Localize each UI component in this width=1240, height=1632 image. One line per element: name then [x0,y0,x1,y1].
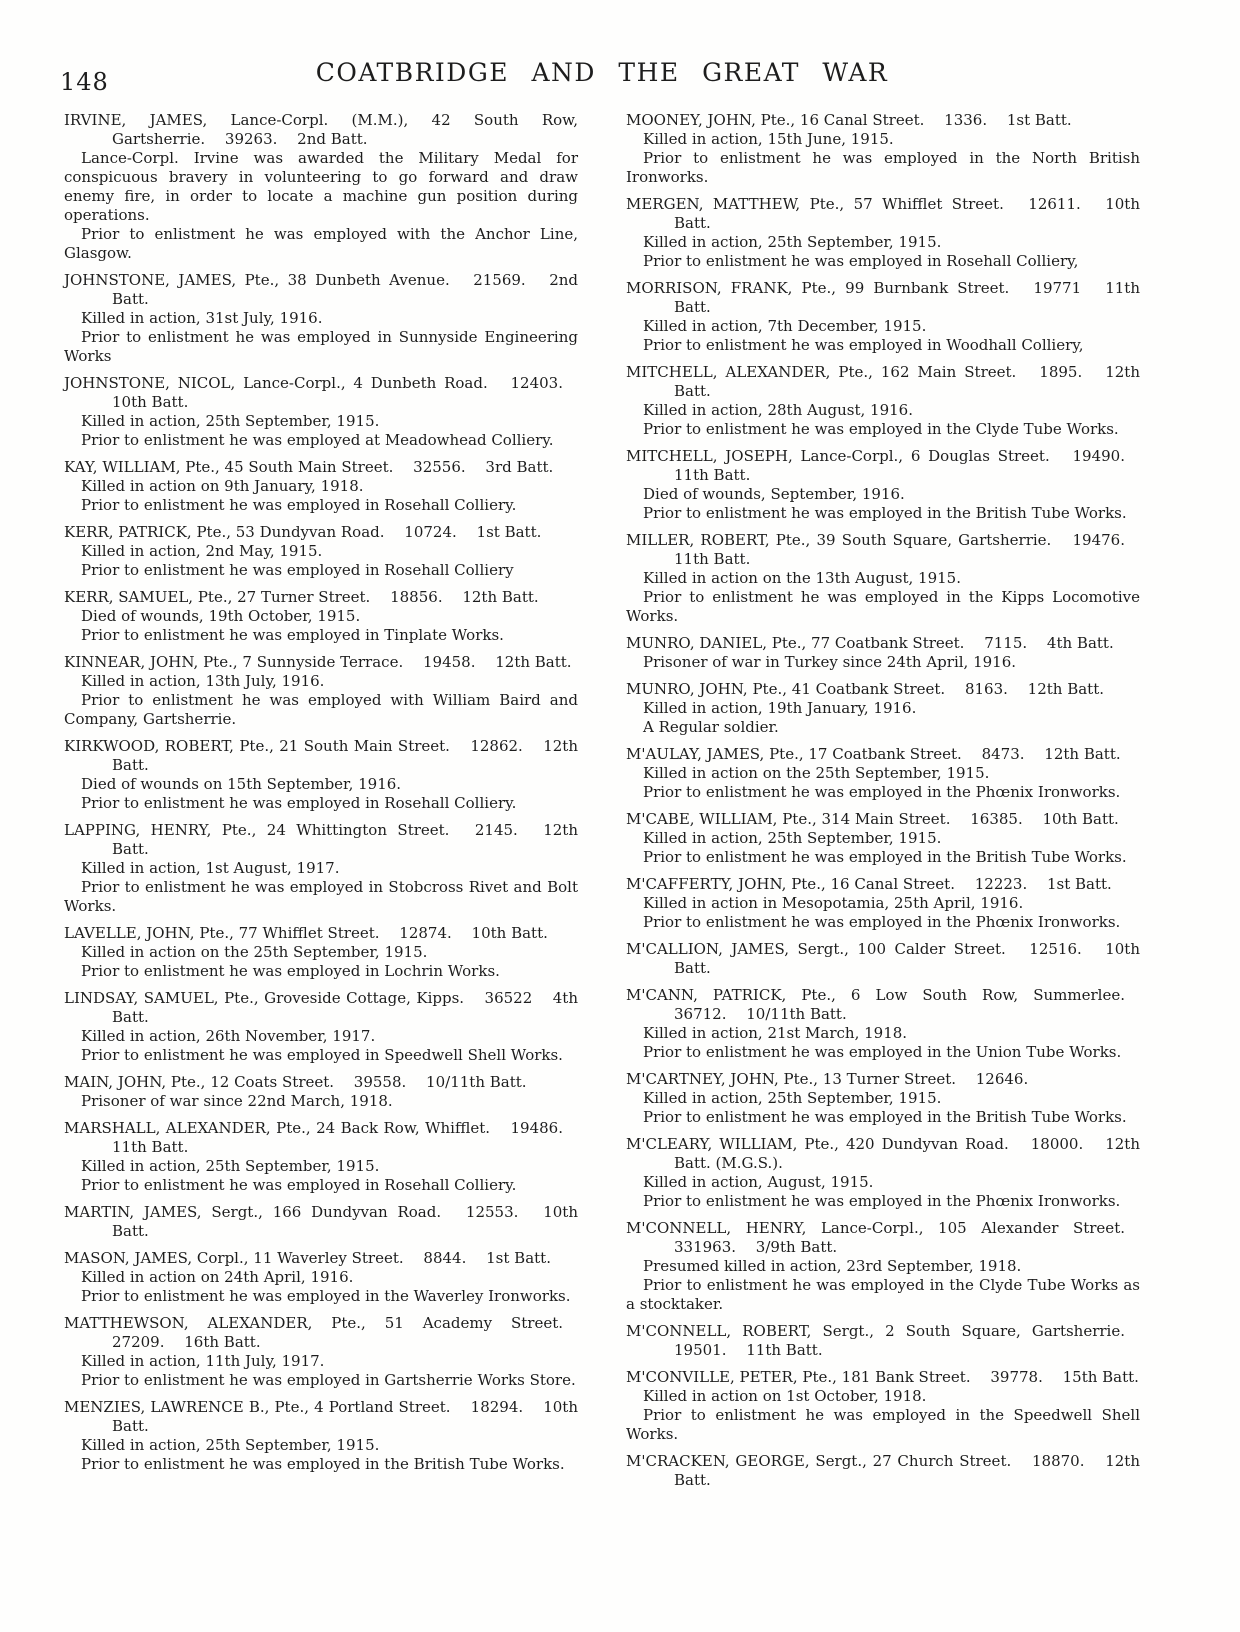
entry-heading: M'CONVILLE, PETER, Pte., 181 Bank Street. 39778. 15th Batt. [626,1368,1139,1386]
entry-detail: Killed in action, 15th June, 1915. [643,130,894,148]
page-title: COATBRIDGE AND THE GREAT WAR [315,58,889,87]
entry-detail: Killed in action, 31st July, 1916. [81,309,323,327]
entry-detail: Died of wounds on 15th September, 1916. [81,775,402,793]
entry-heading: MATTHEWSON, ALEXANDER, Pte., 51 Academy Street. 27209. 16th Batt. [64,1314,578,1351]
entry-detail: Lance-Corpl. Irvine was awarded the Military Medal for conspicuous bravery in volunteering to go forward and draw enemy fire, in order to locate a machine gun position during operations. [64,149,578,224]
left-column [64,111,578,1498]
entry-heading: M'CARTNEY, JOHN, Pte., 13 Turner Street. 12646. [626,1070,1029,1088]
entry-detail: Killed in action, August, 1915. [643,1173,874,1191]
entry-heading: M'CONNELL, HENRY, Lance-Corpl., 105 Alexander Street. 331963. 3/9th Batt. [626,1219,1140,1256]
entry-detail: Killed in action, 21st March, 1918. [643,1024,908,1042]
entry-heading: M'AULAY, JAMES, Pte., 17 Coatbank Street. 8473. 12th Batt. [626,745,1121,763]
entry-heading: MITCHELL, JOSEPH, Lance-Corpl., 6 Douglas Street. 19490. 11th Batt. [626,447,1140,484]
entry-detail: Killed in action, 25th September, 1915. [643,233,942,251]
entry-heading: MOONEY, JOHN, Pte., 16 Canal Street. 1336. 1st Batt. [626,111,1072,129]
entry-detail: Killed in action, 25th September, 1915. [643,829,942,847]
soldier-entry [626,810,1140,867]
entry-heading: JOHNSTONE, NICOL, Lance-Corpl., 4 Dunbeth Road. 12403. 10th Batt. [64,374,578,411]
entry-detail: Prior to enlistment he was employed in Speedwell Shell Works. [81,1046,563,1064]
entry-heading: MITCHELL, ALEXANDER, Pte., 162 Main Street. 1895. 12th Batt. [626,363,1140,400]
soldier-entry [626,195,1140,271]
entry-heading: MARSHALL, ALEXANDER, Pte., 24 Back Row, Whifflet. 19486. 11th Batt. [64,1119,578,1156]
entry-heading: JOHNSTONE, JAMES, Pte., 38 Dunbeth Avenue. 21569. 2nd Batt. [64,271,578,308]
entry-heading: M'CAFFERTY, JOHN, Pte., 16 Canal Street. 12223. 1st Batt. [626,875,1112,893]
entry-detail: Died of wounds, September, 1916. [643,485,905,503]
entry-heading: MUNRO, DANIEL, Pte., 77 Coatbank Street. 7115. 4th Batt. [626,634,1114,652]
soldier-entry [626,447,1140,523]
entry-detail: Prisoner of war since 22nd March, 1918. [81,1092,393,1110]
entry-detail: Killed in action on the 13th August, 1915. [643,569,961,587]
entry-detail: Prior to enlistment he was employed in the British Tube Works. [643,1108,1127,1126]
entry-detail: Killed in action on the 25th September, 1915. [81,943,428,961]
entry-detail: Prisoner of war in Turkey since 24th April, 1916. [643,653,1017,671]
entry-detail: Killed in action, 13th July, 1916. [81,672,325,690]
entry-detail: Killed in action on the 25th September, 1915. [643,764,990,782]
entry-heading: MUNRO, JOHN, Pte., 41 Coatbank Street. 8163. 12th Batt. [626,680,1105,698]
entry-detail: Prior to enlistment he was employed in the British Tube Works. [643,504,1127,522]
entry-detail: Prior to enlistment he was employed in the Phœnix Ironworks. [643,913,1121,931]
entry-detail: Died of wounds, 19th October, 1915. [81,607,361,625]
entry-detail: Prior to enlistment he was employed in Stobcross Rivet and Bolt Works. [64,878,578,915]
entry-detail: Prior to enlistment he was employed in the Waverley Ironworks. [81,1287,571,1305]
entry-detail: Prior to enlistment he was employed with the Anchor Line, Glasgow. [64,225,578,262]
entry-heading: M'CALLION, JAMES, Sergt., 100 Calder Street. 12516. 10th Batt. [626,940,1140,977]
entry-heading: LAPPING, HENRY, Pte., 24 Whittington Street. 2145. 12th Batt. [64,821,578,858]
soldier-entry [64,1249,578,1306]
entry-heading: LAVELLE, JOHN, Pte., 77 Whifflet Street. 12874. 10th Batt. [64,924,548,942]
entry-detail: Prior to enlistment he was employed in Rosehall Colliery, [643,252,1079,270]
entry-detail: Killed in action, 25th September, 1915. [81,1436,380,1454]
soldier-entry [64,1314,578,1390]
entry-detail: Prior to enlistment he was employed in the North British Ironworks. [626,149,1140,186]
soldier-entry [64,821,578,916]
soldier-entry [626,986,1140,1062]
entry-detail: Prior to enlistment he was employed in the Kipps Locomotive Works. [626,588,1140,625]
soldier-entry [64,1073,578,1111]
soldier-entry [64,737,578,813]
entry-heading: M'CANN, PATRICK, Pte., 6 Low South Row, Summerlee. 36712. 10/11th Batt. [626,986,1140,1023]
entry-detail: Killed in action, 1st August, 1917. [81,859,340,877]
entry-heading: MASON, JAMES, Corpl., 11 Waverley Street. 8844. 1st Batt. [64,1249,551,1267]
soldier-entry [626,531,1140,626]
entry-detail: Killed in action on 24th April, 1916. [81,1268,354,1286]
soldier-entry [626,1452,1140,1490]
entry-detail: Killed in action, 19th January, 1916. [643,699,917,717]
entry-detail: Prior to enlistment he was employed in Rosehall Colliery. [81,1176,517,1194]
entry-detail: Prior to enlistment he was employed in Gartsherrie Works Store. [81,1371,576,1389]
entry-heading: IRVINE, JAMES, Lance-Corpl. (M.M.), 42 South Row, Gartsherrie. 39263. 2nd Batt. [64,111,578,148]
entry-detail: Killed in action, 25th September, 1915. [643,1089,942,1107]
entry-heading: KERR, PATRICK, Pte., 53 Dundyvan Road. 10724. 1st Batt. [64,523,542,541]
entry-detail: Prior to enlistment he was employed in Tinplate Works. [81,626,504,644]
soldier-entry [626,940,1140,978]
entry-detail: Killed in action, 11th July, 1917. [81,1352,325,1370]
entry-detail: Prior to enlistment he was employed in Lochrin Works. [81,962,500,980]
entry-heading: LINDSAY, SAMUEL, Pte., Groveside Cottage, Kipps. 36522 4th Batt. [64,989,578,1026]
entry-detail: Killed in action on 9th January, 1918. [81,477,364,495]
entry-detail: Prior to enlistment he was employed in the British Tube Works. [81,1455,565,1473]
entry-detail: Prior to enlistment he was employed in Sunnyside Engineering Works [64,328,578,365]
entry-heading: KAY, WILLIAM, Pte., 45 South Main Street. 32556. 3rd Batt. [64,458,554,476]
entry-detail: Killed in action, 25th September, 1915. [81,412,380,430]
entry-detail: Killed in action, 25th September, 1915. [81,1157,380,1175]
entry-detail: Prior to enlistment he was employed in Woodhall Colliery, [643,336,1084,354]
soldier-entry [626,1135,1140,1211]
entry-detail: Prior to enlistment he was employed in the Phœnix Ironworks. [643,1192,1121,1210]
entry-detail: Prior to enlistment he was employed in the Phœnix Ironworks. [643,783,1121,801]
soldier-entry [64,458,578,515]
entry-heading: MORRISON, FRANK, Pte., 99 Burnbank Street. 19771 11th Batt. [626,279,1140,316]
entry-heading: MAIN, JOHN, Pte., 12 Coats Street. 39558. 10/11th Batt. [64,1073,527,1091]
soldier-entry [626,279,1140,355]
soldier-entry [64,653,578,729]
entry-heading: M'CRACKEN, GEORGE, Sergt., 27 Church Street. 18870. 12th Batt. [626,1452,1140,1489]
entry-detail: Prior to enlistment he was employed in the Union Tube Works. [643,1043,1122,1061]
entry-detail: A Regular soldier. [643,718,779,736]
soldier-entry [626,1322,1140,1360]
entry-heading: MERGEN, MATTHEW, Pte., 57 Whifflet Street. 12611. 10th Batt. [626,195,1140,232]
soldier-entry [626,634,1140,672]
soldier-entry [64,374,578,450]
entry-heading: KERR, SAMUEL, Pte., 27 Turner Street. 18856. 12th Batt. [64,588,539,606]
entry-detail: Killed in action, 28th August, 1916. [643,401,913,419]
entry-heading: M'CABE, WILLIAM, Pte., 314 Main Street. 16385. 10th Batt. [626,810,1119,828]
entry-detail: Prior to enlistment he was employed in Rosehall Colliery. [81,794,517,812]
entry-heading: M'CONNELL, ROBERT, Sergt., 2 South Square, Gartsherrie. 19501. 11th Batt. [626,1322,1140,1359]
entry-detail: Killed in action on 1st October, 1918. [643,1387,927,1405]
soldier-entry [64,1398,578,1474]
soldier-entry [64,1119,578,1195]
soldier-entry [64,1203,578,1241]
entry-detail: Killed in action in Mesopotamia, 25th April, 1916. [643,894,1024,912]
right-column [626,111,1140,1498]
entry-detail: Prior to enlistment he was employed with William Baird and Company, Gartsherrie. [64,691,578,728]
soldier-entry [64,924,578,981]
entry-detail: Killed in action, 2nd May, 1915. [81,542,323,560]
entry-detail: Prior to enlistment he was employed in the Clyde Tube Works as a stocktaker. [626,1276,1140,1313]
entry-detail: Killed in action, 7th December, 1915. [643,317,927,335]
soldier-entry [64,989,578,1065]
soldier-entry [626,1368,1140,1444]
soldier-entry [626,875,1140,932]
soldier-entry [626,363,1140,439]
entry-detail: Presumed killed in action, 23rd September, 1918. [643,1257,1022,1275]
entry-heading: MENZIES, LAWRENCE B., Pte., 4 Portland Street. 18294. 10th Batt. [64,1398,578,1435]
soldier-entry [626,1219,1140,1314]
soldier-entry [64,111,578,263]
entry-detail: Prior to enlistment he was employed in Rosehall Colliery. [81,496,517,514]
entry-heading: KINNEAR, JOHN, Pte., 7 Sunnyside Terrace. 19458. 12th Batt. [64,653,572,671]
page-number: 148 [60,68,109,96]
entry-heading: KIRKWOOD, ROBERT, Pte., 21 South Main Street. 12862. 12th Batt. [64,737,578,774]
entry-heading: MILLER, ROBERT, Pte., 39 South Square, Gartsherrie. 19476. 11th Batt. [626,531,1140,568]
soldier-entry [64,588,578,645]
soldier-entry [64,271,578,366]
entry-detail: Prior to enlistment he was employed at Meadowhead Colliery. [81,431,554,449]
entry-heading: MARTIN, JAMES, Sergt., 166 Dundyvan Road. 12553. 10th Batt. [64,1203,578,1240]
entry-detail: Prior to enlistment he was employed in the British Tube Works. [643,848,1127,866]
entry-heading: M'CLEARY, WILLIAM, Pte., 420 Dundyvan Road. 18000. 12th Batt. (M.G.S.). [626,1135,1140,1172]
soldier-entry [626,111,1140,187]
entry-detail: Prior to enlistment he was employed in the Speedwell Shell Works. [626,1406,1140,1443]
entry-detail: Killed in action, 26th November, 1917. [81,1027,376,1045]
soldier-entry [626,680,1140,737]
page-content [64,111,1140,1498]
soldier-entry [626,745,1140,802]
soldier-entry [64,523,578,580]
soldier-entry [626,1070,1140,1127]
entry-detail: Prior to enlistment he was employed in Rosehall Colliery [81,561,514,579]
entry-detail: Prior to enlistment he was employed in the Clyde Tube Works. [643,420,1119,438]
